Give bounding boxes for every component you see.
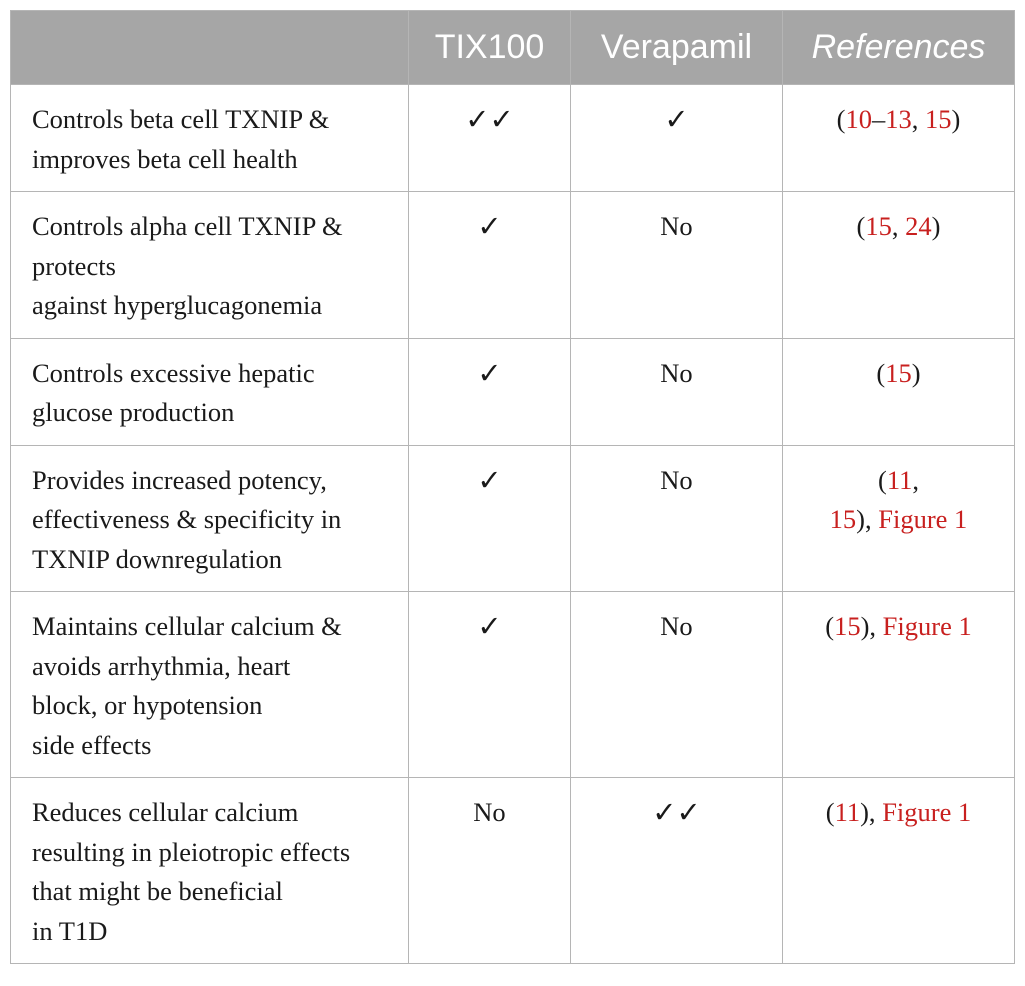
reference-punct: , [912,464,919,495]
reference-punct: ( [836,104,846,134]
reference-punct: ), [860,611,883,641]
no-label: No [660,611,693,641]
checkmark-icon: ✓ [477,609,502,643]
reference-punct: ( [876,357,886,388]
references-cell [783,338,1015,445]
table-row [11,192,1015,339]
feature-line: resulting in pleiotropic effects [32,836,351,867]
reference-line [787,207,1010,247]
header-tix100: TIX100 [409,11,571,85]
verapamil-cell [571,338,783,445]
feature-line: Controls alpha cell TXNIP & [32,211,343,241]
table-row [11,445,1015,592]
reference-link[interactable]: 13 [885,104,912,134]
feature-line: effectiveness & specificity in [32,504,342,534]
reference-link[interactable]: 24 [905,211,932,241]
reference-link[interactable]: 11 [886,464,913,495]
reference-link[interactable]: Figure 1 [882,611,972,641]
feature-line: TXNIP downregulation [32,543,282,574]
references-cell [783,445,1015,592]
reference-punct: ( [825,611,835,641]
table-row [11,85,1015,192]
feature-cell [11,592,409,778]
reference-link[interactable]: 10 [845,104,872,134]
feature-cell [11,778,409,964]
reference-punct: ) [911,357,921,388]
header-row [11,11,1015,85]
reference-line [787,461,1010,501]
reference-punct: ), [860,797,883,827]
reference-link[interactable]: Figure 1 [882,797,972,827]
feature-line: Controls beta cell TXNIP & [32,104,330,134]
no-label: No [660,211,693,241]
feature-line: block, or hypotension [32,690,263,720]
reference-punct: ), [856,504,879,534]
feature-cell [11,85,409,192]
references-cell [783,192,1015,339]
no-label: No [660,357,693,388]
reference-line [787,354,1010,394]
reference-punct: ( [825,797,835,827]
header-blank [11,11,409,85]
verapamil-cell [571,592,783,778]
table-body [11,85,1015,964]
feature-cell [11,445,409,592]
feature-line: avoids arrhythmia, heart [32,650,291,681]
reference-link[interactable]: 15 [834,611,861,641]
reference-punct: ) [931,211,941,241]
header-references: References [783,11,1015,85]
reference-punct: , [911,104,925,134]
references-cell [783,85,1015,192]
verapamil-cell [571,778,783,964]
reference-punct: , [891,211,906,241]
verapamil-cell [571,445,783,592]
reference-punct: ( [878,464,887,495]
header-verapamil: Verapamil [571,11,783,85]
feature-line: against hyperglucagonemia [32,290,323,320]
reference-link[interactable]: 15 [925,104,952,134]
reference-punct: – [872,104,886,134]
reference-line [787,793,1010,833]
verapamil-cell [571,192,783,339]
checkmark-icon: ✓ [477,462,502,497]
feature-line: Maintains cellular calcium & [32,611,342,641]
tix100-cell [409,85,571,192]
verapamil-cell [571,85,783,192]
tix100-cell [409,192,571,339]
tix100-cell [409,592,571,778]
reference-link[interactable]: 11 [834,797,861,827]
reference-link[interactable]: 15 [885,357,912,388]
feature-line: improves beta cell health [32,143,298,174]
reference-punct: ( [856,211,866,241]
table-row [11,592,1015,778]
reference-link[interactable]: 15 [865,211,892,241]
references-cell [783,592,1015,778]
reference-punct: ) [951,104,961,134]
reference-line [787,500,1010,540]
reference-line [787,100,1010,140]
tix100-cell [409,778,571,964]
feature-line: that might be beneficial [32,876,283,906]
table-row [11,338,1015,445]
feature-line: Provides increased potency, [32,464,327,495]
references-cell [783,778,1015,964]
feature-cell [11,338,409,445]
no-label: No [473,797,506,827]
feature-line: Controls excessive hepatic [32,357,315,388]
reference-link[interactable]: 15 [829,504,857,534]
no-label: No [660,464,693,495]
checkmark-icon: ✓✓ [652,795,701,829]
feature-line: glucose production [32,397,235,427]
checkmark-icon: ✓✓ [465,102,514,136]
feature-line: protects [32,250,116,281]
tix100-cell [409,445,571,592]
feature-line: in T1D [32,915,108,946]
reference-link[interactable]: Figure 1 [878,504,968,534]
feature-line: Reduces cellular calcium [32,797,299,827]
comparison-table [10,10,1015,964]
checkmark-icon: ✓ [477,355,502,390]
table-row [11,778,1015,964]
tix100-cell [409,338,571,445]
checkmark-icon: ✓ [477,209,502,243]
feature-cell [11,192,409,339]
reference-line [787,607,1010,647]
feature-line: side effects [32,729,152,760]
checkmark-icon: ✓ [664,102,689,136]
